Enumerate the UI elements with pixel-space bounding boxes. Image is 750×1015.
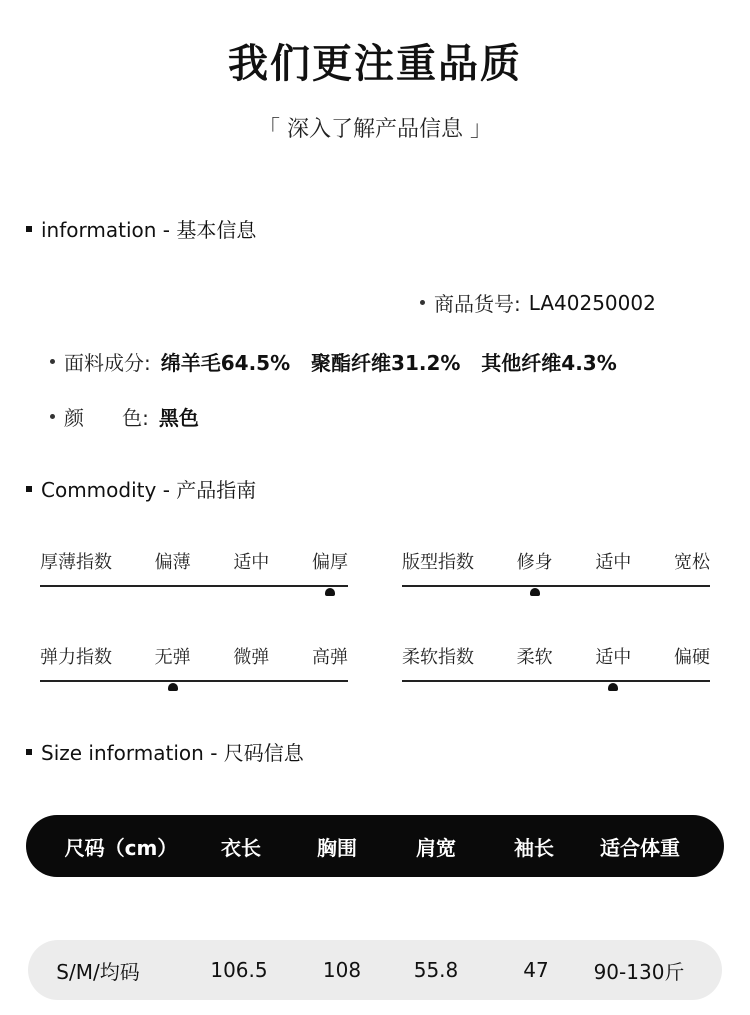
guide-fit — [402, 548, 710, 608]
bullet-square-icon — [26, 226, 32, 232]
size-table-header — [26, 815, 724, 877]
guide-option: 高弹 — [311, 647, 348, 668]
scale-line — [40, 585, 348, 587]
table-cell: 90-130斤 — [593, 959, 685, 984]
guide-name: 柔软指数 — [402, 647, 474, 668]
table-header-cell: 胸围 — [317, 835, 357, 860]
color-label: 颜 色: — [64, 406, 149, 430]
section-information-heading — [26, 214, 256, 243]
table-header-cell: 肩宽 — [416, 835, 456, 860]
guide-option: 无弹 — [154, 647, 191, 668]
table-cell: 47 — [523, 958, 549, 982]
sku-value: LA40250002 — [528, 290, 656, 315]
info-sku — [420, 288, 656, 317]
bullet-square-icon — [26, 749, 32, 755]
section-commodity-label: Commodity - 产品指南 — [41, 478, 257, 502]
guide-option: 偏硬 — [673, 647, 710, 668]
guide-elasticity — [40, 643, 348, 703]
sku-label: 商品货号: — [434, 292, 521, 316]
fabric-value: 绵羊毛64.5% 聚酯纤维31.2% 其他纤维4.3% — [160, 351, 617, 375]
guide-option: 适中 — [595, 647, 632, 668]
section-information-label: information - 基本信息 — [41, 218, 257, 242]
bullet-dot-icon — [50, 414, 55, 419]
guide-name: 厚薄指数 — [40, 552, 112, 573]
scale-line — [402, 585, 710, 587]
bullet-dot-icon — [50, 359, 55, 364]
color-value: 黑色 — [158, 406, 199, 430]
section-commodity-heading — [26, 474, 256, 503]
table-header-cell: 袖长 — [514, 835, 554, 860]
scale-marker-icon — [530, 588, 540, 596]
guide-option: 适中 — [595, 552, 632, 573]
table-cell: 106.5 — [210, 958, 268, 982]
table-cell: 55.8 — [413, 958, 459, 982]
table-header-cell: 适合体重 — [600, 835, 680, 860]
guide-option: 柔软 — [516, 647, 553, 668]
scale-marker-icon — [608, 683, 618, 691]
guide-option: 微弹 — [233, 647, 270, 668]
table-header-cell: 尺码（cm） — [64, 835, 178, 860]
table-cell: 108 — [322, 958, 362, 982]
table-header-cell: 衣长 — [221, 835, 261, 860]
section-size-label: Size information - 尺码信息 — [41, 741, 304, 765]
guide-softness — [402, 643, 710, 703]
bullet-dot-icon — [420, 300, 425, 305]
scale-line — [402, 680, 710, 682]
table-row — [28, 940, 722, 1000]
guide-option: 修身 — [516, 552, 553, 573]
guide-option: 宽松 — [673, 552, 710, 573]
page-title: 我们更注重品质 — [228, 41, 522, 87]
page-subtitle: 「 深入了解产品信息 」 — [258, 117, 492, 142]
guide-option: 偏薄 — [154, 552, 191, 573]
info-fabric — [50, 347, 617, 376]
section-size-heading — [26, 737, 304, 766]
scale-marker-icon — [168, 683, 178, 691]
fabric-label: 面料成分: — [64, 351, 151, 375]
bullet-square-icon — [26, 486, 32, 492]
info-color — [50, 402, 199, 431]
guide-option: 偏厚 — [311, 552, 348, 573]
guide-thickness — [40, 548, 348, 608]
scale-marker-icon — [325, 588, 335, 596]
guide-name: 弹力指数 — [40, 647, 112, 668]
table-cell: S/M/均码 — [56, 959, 140, 984]
guide-name: 版型指数 — [402, 552, 474, 573]
scale-line — [40, 680, 348, 682]
guide-option: 适中 — [233, 552, 270, 573]
